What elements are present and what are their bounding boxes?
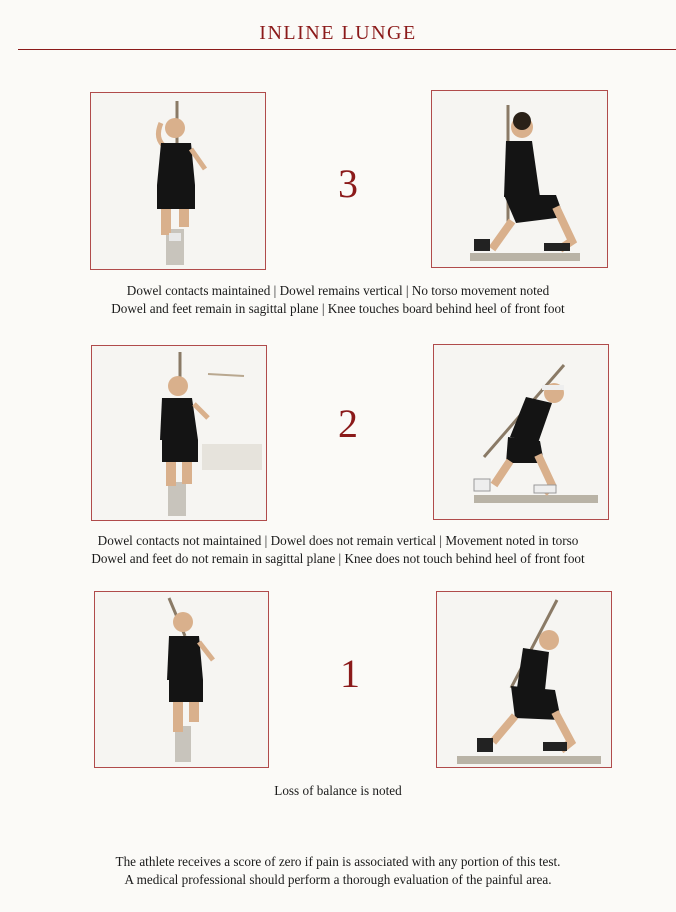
score-1-caption: Loss of balance is noted <box>274 783 402 798</box>
score-3-caption-line-1: Dowel contacts maintained | Dowel remains vertical | No torso movement noted <box>126 283 550 298</box>
score-2-front-photo <box>91 345 267 521</box>
pain-note-line-2: A medical professional should perform a thorough evaluation of the painful area. <box>124 872 552 887</box>
score-3-caption-line-2: Dowel and feet remain in sagittal plane | Knee touches board behind heel of front foot <box>111 301 565 316</box>
score-2-side-photo <box>433 344 609 520</box>
score-1-front-photo <box>94 591 269 768</box>
score-1-side-photo <box>436 591 612 768</box>
score-2-caption-line-2: Dowel and feet do not remain in sagittal plane | Knee does not touch behind heel of front foot <box>91 551 585 566</box>
page-title: INLINE LUNGE <box>259 22 417 44</box>
score-1-label: 1 <box>340 651 360 696</box>
score-3-label: 3 <box>338 161 358 206</box>
score-2-caption-line-1: Dowel contacts not maintained | Dowel does not remain vertical | Movement noted in torso <box>97 533 579 548</box>
score-3-front-photo <box>90 92 266 270</box>
pain-note-line-1: The athlete receives a score of zero if pain is associated with any portion of this test. <box>115 854 561 869</box>
score-2-label: 2 <box>338 401 358 446</box>
title-divider <box>18 49 676 50</box>
score-3-side-photo <box>431 90 608 268</box>
